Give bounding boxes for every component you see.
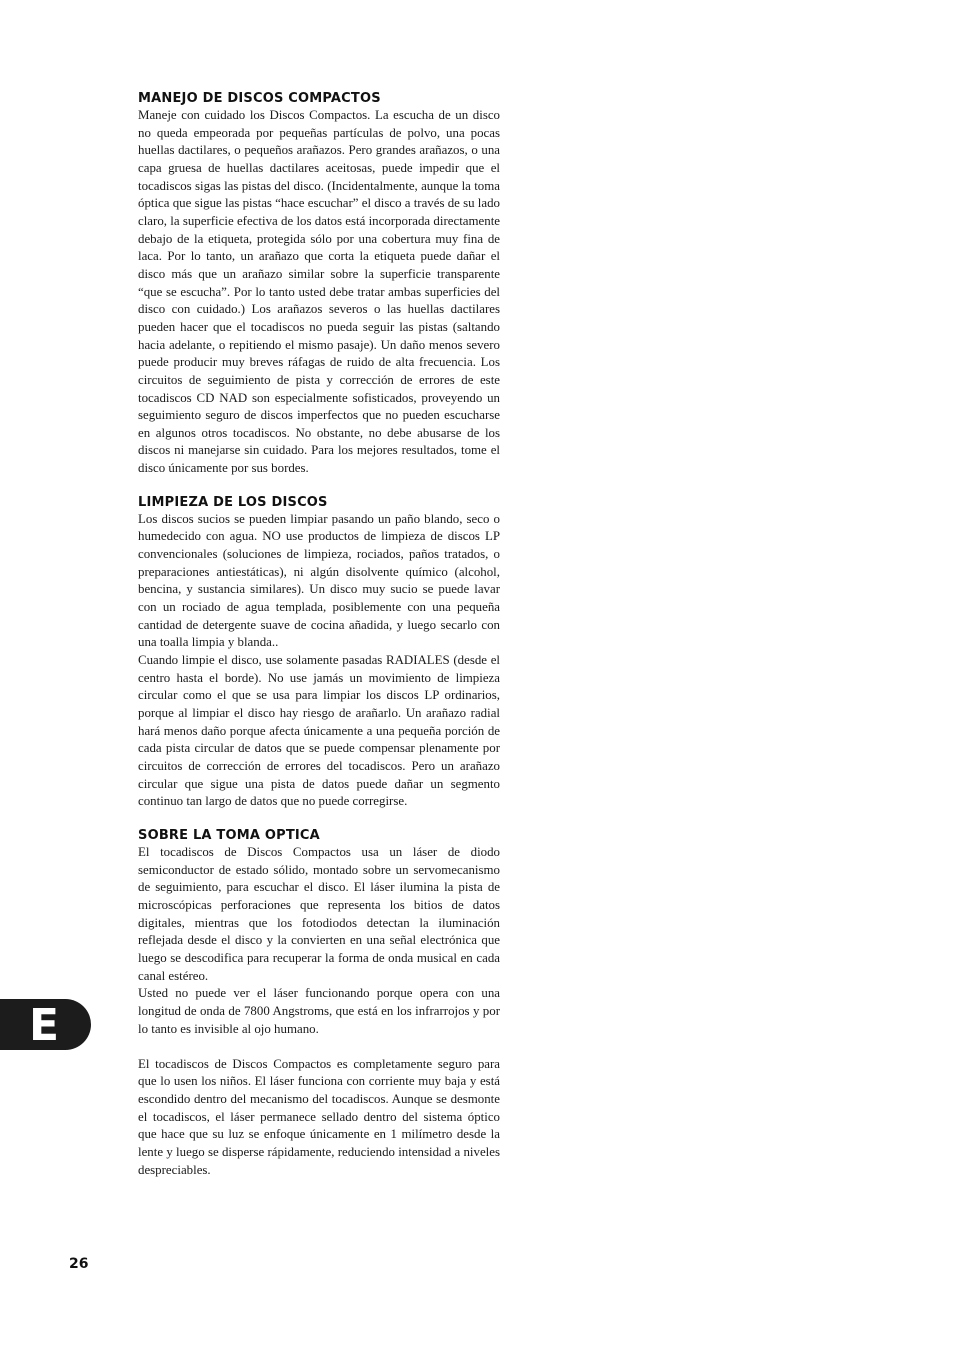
page-number: 26: [69, 1256, 89, 1272]
section-cleaning-discs: [138, 494, 500, 811]
body-paragraph: El tocadiscos de Discos Compactos usa un láser de diodo semiconductor de estado sólido, montado sobre un servomecanismo de seguimiento, para escuchar el disco. El láser ilumina la pista de microscópicas perforaciones que representa los bitios de datos digitales, mientras que los fotodiodos detectan la iluminación reflejada desde el disco y la convierten en una señal electrónica que luego se descodifica para recuperar la forma de onda musical en cada canal estéreo.: [138, 844, 500, 983]
language-tab-letter: E: [29, 1000, 60, 1051]
body-paragraph: Los discos sucios se pueden limpiar pasando un paño blando, seco o humedecido con agua. NO use productos de limpieza de discos LP convencionales (soluciones de limpieza, rociados, paños tratados, o preparaciones antiestáticas), ni algún disolvente químico (alcohol, bencina, y sustancia similares). Un disco muy sucio se puede lavar con un rociado de agua templada, posiblemente con una pequeña cantidad de detergente suave de cocina añadida, y luego secarlo con una toalla limpia y blanda..: [138, 511, 500, 650]
section-heading: MANEJO DE DISCOS COMPACTOS: [138, 91, 381, 106]
section-optical-pickup: [138, 827, 500, 1179]
body-paragraph: Maneje con cuidado los Discos Compactos. La escucha de un disco no queda empeorada por pequeñas partículas de polvo, una pocas huellas dactilares, o pequeños arañazos. Pero grandes arañazos, o una capa gruesa de huellas dactilares aceitosas, puede impedir que el tocadiscos sigas las pistas del disco. (Incidentalmente, aunque la toma óptica que sigue las pistas “hace escuchar” el disco a través de su lado claro, la superficie efectiva de los datos está incorporada directamente debajo de la etiqueta, protegida sólo por una cobertura muy fina de laca. Por lo tanto, un arañazo que corta la etiqueta puede dañar el disco más que un arañazo similar sobre la superficie transparente “que se escucha”. Por lo tanto usted debe tratar ambas superficies del disco con cuidado.) Los arañazos severos o las huellas dactilares pueden hacer que el tocadiscos no pueda seguir las pistas (saltando hacia adelante, o repitiendo el mismo pasaje). Un daño menos severo puede producir muy breves ráfagas de ruido de alta frecuencia. Los circuitos de seguimiento de pista y corrección de errores de este tocadiscos CD NAD son especialmente sofisticados, proveyendo un seguimiento seguro de discos imperfectos que no pueden escucharse en algunos otros tocadiscos. No obstante, no debe abusarse de los discos ni manejarse sin cuidado. Para los mejores resultados, tome el disco únicamente por sus bordes.: [138, 108, 500, 476]
body-paragraph: Cuando limpie el disco, use solamente pasadas RADIALES (desde el centro hasta el borde). No use jamás un movimiento de limpieza circular como el que se usa para limpiar los discos LP ordinarios, porque al limpiar el disco hay riesgo de arañarlo. Un arañazo radial hará menos daño porque afecta únicamente a una pequeña porción de cada pista circular de datos que se puede compensar plenamente por circuitos de corrección de errores del tocadiscos. Pero un arañazo circular que sigue una pista de datos puede dañar un segmento continuo tan largo de datos que no puede corregirse.: [138, 653, 500, 809]
section-heading: SOBRE LA TOMA OPTICA: [138, 827, 320, 843]
section-heading: LIMPIEZA DE LOS DISCOS: [138, 494, 328, 510]
body-paragraph: Usted no puede ver el láser funcionando porque opera con una longitud de onda de 7800 Angstroms, que está en los infrarrojos y por lo tanto es invisible al ojo humano.: [138, 986, 500, 1036]
section-handling-cds: [138, 90, 500, 478]
body-paragraph: El tocadiscos de Discos Compactos es completamente seguro para que lo usen los niños. El láser funciona con corriente muy baja y está escondido dentro del mecanismo del tocadiscos. Aunque se desmonte el tocadiscos, el láser permanece sellado dentro del sistema óptico que hace que su luz se enfoque únicamente en 1 milímetro desde la lente y luego se disperse rápidamente, reduciendo intensidad a niveles despreciables.: [138, 1056, 500, 1177]
language-tab: [0, 999, 91, 1050]
text-column: [138, 90, 500, 1195]
